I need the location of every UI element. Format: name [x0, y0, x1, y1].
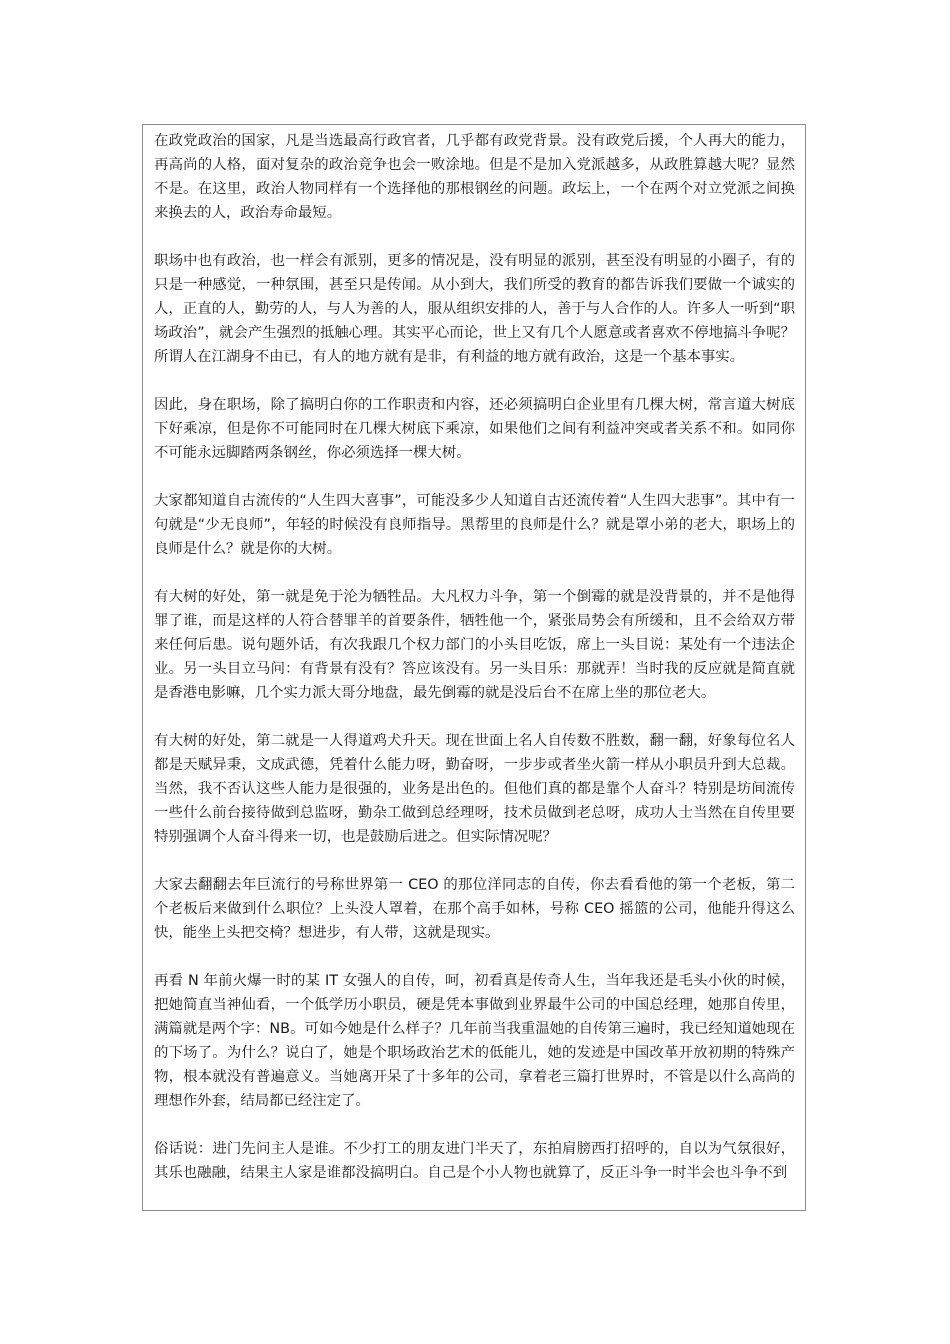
paragraph-6: 有大树的好处，第二就是一人得道鸡犬升天。现在世面上名人自传数不胜数，翻一翻，好象每位名人都是天赋异秉，文成武德，凭着什么能力呀，勤奋呀，一步步或者坐火箭一样从小职员升到大总裁。当然，我不否认这些人能力是很强的，业务是出色的。但他们真的都是靠个人奋斗？特别是坊间流传一些什么前台接待做到总监呀，勤杂工做到总经理呀，技术员做到老总呀，成功人士当然在自传里要特别强调个人奋斗得来一切，也是鼓励后进之。但实际情况呢？ [154, 733, 795, 845]
paragraph-8: 再看 N 年前火爆一时的某 IT 女强人的自传，呵，初看真是传奇人生，当年我还是毛头小伙的时候，把她简直当神仙看，一个低学历小职员，硬是凭本事做到业界最牛公司的中国总经理，她那自传里，满篇就是两个字：NB。可如今她是什么样子？几年前当我重温她的自传第三遍时，我已经知道她现在的下场了。为什么？说白了，她是个职场政治艺术的低能儿，她的发迹是中国改革开放初期的特殊产物，根本就没有普遍意义。当她离开呆了十多年的公司，拿着老三篇打世界时，不管是以什么高尚的理想作外套，结局都已经注定了。 [154, 973, 795, 1109]
document-body [143, 125, 805, 1185]
paragraph-1: 在政党政治的国家，凡是当选最高行政官者，几乎都有政党背景。没有政党后援，个人再大的能力，再高尚的人格，面对复杂的政治竞争也会一败涂地。但是不是加入党派越多，从政胜算越大呢？显然不是。在这里，政治人物同样有一个选择他的那根钢丝的问题。政坛上，一个在两个对立党派之间换来换去的人，政治寿命最短。 [154, 133, 795, 221]
paragraph-4: 大家都知道自古流传的“人生四大喜事”，可能没多少人知道自古还流传着“人生四大悲事”。其中有一句就是“少无良师”，年轻的时候没有良师指导。黑帮里的良师是什么？就是罩小弟的老大，职场上的良师是什么？就是你的大树。 [154, 493, 795, 557]
paragraph-5: 有大树的好处，第一就是免于沦为牺牲品。大凡权力斗争，第一个倒霉的就是没背景的，并不是他得罪了谁，而是这样的人符合替罪羊的首要条件，牺牲他一个，紧张局势会有所缓和，且不会给双方带来任何后患。说句题外话，有次我跟几个权力部门的小头目吃饭，席上一头目说：某处有一个违法企业。另一头目立马问：有背景有没有？答应该没有。另一头目乐：那就弄！当时我的反应就是简直就是香港电影嘛，几个实力派大哥分地盘，最先倒霉的就是没后台不在席上坐的那位老大。 [154, 589, 795, 701]
paragraph-3: 因此，身在职场，除了搞明白你的工作职责和内容，还必须搞明白企业里有几棵大树，常言道大树底下好乘凉，但是你不可能同时在几棵大树底下乘凉，如果他们之间有利益冲突或者关系不和。如同你不可能永远脚踏两条钢丝，你必须选择一棵大树。 [154, 397, 795, 461]
paragraph-9: 俗话说：进门先问主人是谁。不少打工的朋友进门半天了，东拍肩膀西打招呼的，自以为气氛很好，其乐也融融，结果主人家是谁都没搞明白。自己是个小人物也就算了，反正斗争一时半会也斗争不到 [154, 1141, 795, 1181]
paragraph-7: 大家去翻翻去年巨流行的号称世界第一 CEO 的那位洋同志的自传，你去看看他的第一个老板，第二个老板后来做到什么职位？上头没人罩着，在那个高手如林，号称 CEO 摇篮的公司，他能升得这么快，能坐上头把交椅？想进步，有人带，这就是现实。 [154, 877, 795, 941]
paragraph-2: 职场中也有政治，也一样会有派别，更多的情况是，没有明显的派别，甚至没有明显的小圈子，有的只是一种感觉，一种氛围，甚至只是传闻。从小到大，我们所受的教育的都告诉我们要做一个诚实的人，正直的人，勤劳的人，与人为善的人，服从组织安排的人，善于与人合作的人。许多人一听到“职场政治”，就会产生强烈的抵触心理。其实平心而论，世上又有几个人愿意或者喜欢不停地搞斗争呢？所谓人在江湖身不由已，有人的地方就有是非，有利益的地方就有政治，这是一个基本事实。 [154, 253, 795, 365]
document-frame [142, 124, 806, 1211]
